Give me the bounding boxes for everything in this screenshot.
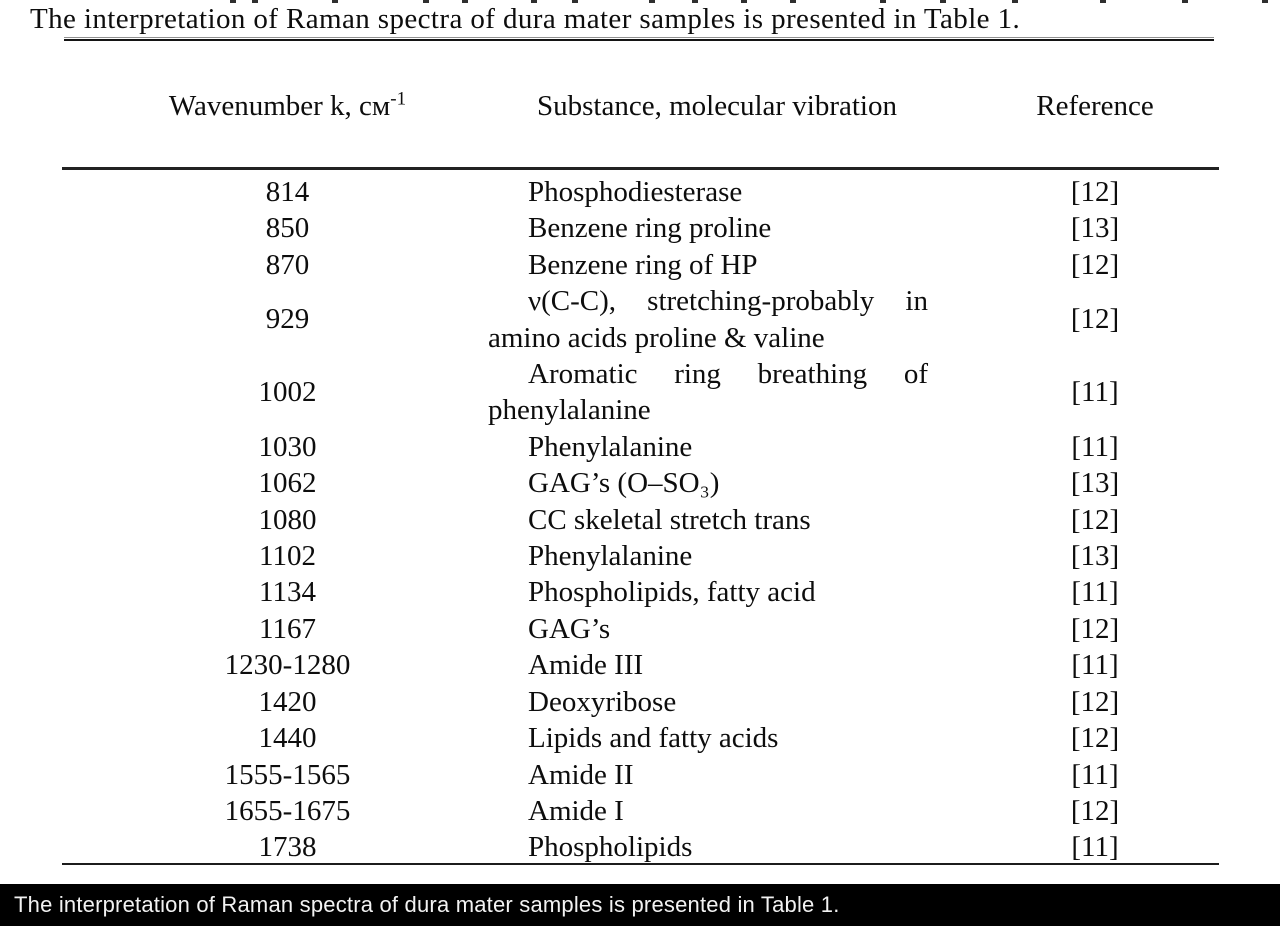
header-wavenumber (63, 88, 488, 124)
substance-cell: GAG’s (O–SO₃) (528, 467, 720, 500)
header-wavenumber-label: Wavenumber k, см (168, 90, 391, 122)
table-row (63, 210, 1218, 246)
reference-cell: [12] (1070, 685, 1120, 718)
table-row (63, 356, 1218, 429)
table-bottom-rule (62, 863, 1219, 865)
wavenumber-cell: 1230-1280 (224, 649, 351, 682)
caption-underline (64, 37, 1214, 38)
table-row (63, 720, 1218, 756)
reference-cell: [12] (1070, 503, 1120, 536)
table-row (63, 757, 1218, 793)
reference-cell: [11] (1071, 430, 1119, 463)
substance-cell: Aromatic ring breathing of phenylalanine (488, 358, 928, 427)
substance-cell: Amide II (528, 758, 634, 791)
substance-cell: Phospholipids (528, 831, 693, 864)
reference-cell: [12] (1070, 612, 1120, 645)
reference-cell: [13] (1070, 540, 1120, 573)
wavenumber-cell: 1167 (259, 612, 316, 645)
substance-cell: Lipids and fatty acids (528, 722, 779, 755)
cropped-text-fragments (0, 0, 6, 3)
caption-overlay-text: The interpretation of Raman spectra of dura mater samples is presented in Table 1. (14, 892, 840, 917)
table-row (63, 611, 1218, 647)
wavenumber-cell: 1134 (259, 576, 316, 609)
table-row (63, 247, 1218, 283)
caption-overlay-bar (0, 884, 1280, 926)
table-header-row (63, 88, 1218, 124)
reference-cell: [11] (1071, 831, 1119, 864)
substance-cell: Phosphodiesterase (528, 176, 743, 208)
reference-cell: [11] (1071, 649, 1119, 682)
header-reference: Reference (1036, 90, 1154, 122)
paragraph-caption: The interpretation of Raman spectra of dura mater samples is presented in Table 1. (30, 3, 1021, 35)
table-row (63, 574, 1218, 610)
wavenumber-cell: 1420 (258, 685, 317, 718)
wavenumber-cell: 1102 (259, 540, 316, 573)
reference-cell: [12] (1070, 176, 1120, 208)
reference-cell: [12] (1070, 722, 1120, 755)
substance-cell: Benzene ring of HP (528, 248, 758, 281)
table-row (63, 684, 1218, 720)
wavenumber-cell: 1062 (258, 467, 317, 500)
table-row (63, 174, 1218, 210)
substance-cell: Deoxyribose (528, 685, 677, 718)
wavenumber-cell: 814 (265, 176, 310, 208)
wavenumber-cell: 1555-1565 (224, 758, 351, 791)
substance-cell: ν(C-C), stretching-probably in amino acids proline & valine (488, 285, 928, 354)
substance-cell: Phospholipids, fatty acid (528, 576, 816, 609)
table-row (63, 429, 1218, 465)
table-row (63, 283, 1218, 356)
wavenumber-cell: 1440 (258, 722, 317, 755)
wavenumber-cell: 1080 (258, 503, 317, 536)
substance-cell: Benzene ring proline (528, 212, 772, 245)
table-row (63, 647, 1218, 683)
substance-cell: CC skeletal stretch trans (528, 503, 811, 536)
reference-cell: [11] (1071, 576, 1119, 609)
reference-cell: [12] (1070, 248, 1120, 281)
substance-cell: Phenylalanine (528, 540, 693, 573)
table-header-rule (62, 167, 1219, 170)
table-row (63, 538, 1218, 574)
table-row (63, 793, 1218, 829)
caption-underline-shadow (64, 39, 1214, 41)
wavenumber-cell: 1738 (258, 831, 317, 864)
wavenumber-cell: 1030 (258, 430, 317, 463)
table-row (63, 829, 1218, 865)
table-row (63, 465, 1218, 501)
reference-cell: [13] (1070, 467, 1120, 500)
table-body (63, 174, 1218, 866)
wavenumber-cell: 1655-1675 (224, 794, 351, 827)
table-row (63, 502, 1218, 538)
wavenumber-cell: 850 (265, 212, 310, 245)
wavenumber-cell: 870 (265, 248, 310, 281)
wavenumber-cell: 929 (265, 303, 310, 336)
substance-cell: GAG’s (528, 612, 611, 645)
reference-cell: [12] (1070, 794, 1120, 827)
reference-cell: [12] (1070, 303, 1120, 336)
substance-cell: Phenylalanine (528, 430, 693, 463)
wavenumber-cell: 1002 (258, 376, 317, 409)
substance-cell: Amide III (528, 649, 644, 682)
reference-cell: [11] (1071, 758, 1119, 791)
substance-cell: Amide I (528, 794, 624, 827)
header-substance: Substance, molecular vibration (537, 90, 897, 122)
header-wavenumber-exponent: -1 (390, 88, 407, 110)
reference-cell: [13] (1070, 212, 1120, 245)
reference-cell: [11] (1071, 376, 1119, 409)
